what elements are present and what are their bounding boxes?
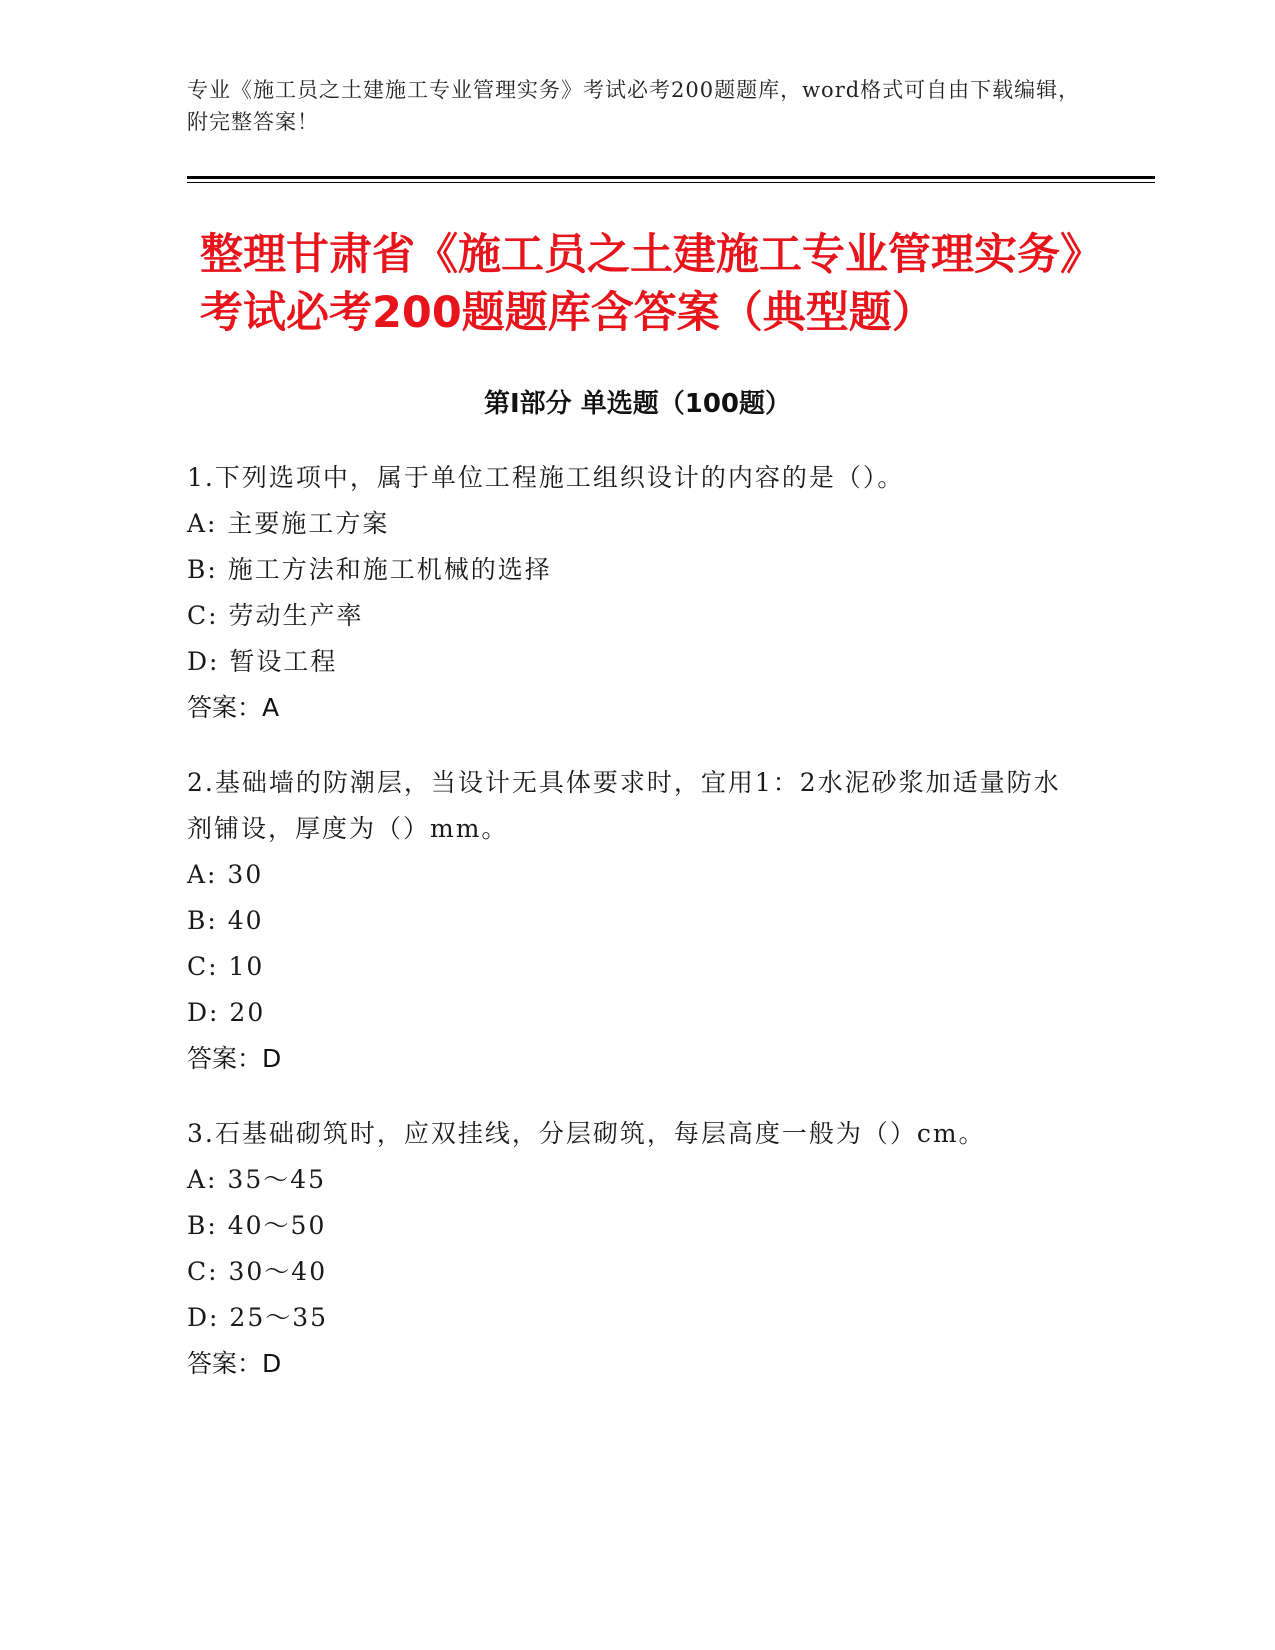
option-b: B: 40～50 <box>187 1211 327 1240</box>
option-b: B: 施工方法和施工机械的选择 <box>187 555 552 584</box>
option-a: A: 30 <box>187 860 264 889</box>
question-stem: 2.基础墙的防潮层，当设计无具体要求时，宜用1：2水泥砂浆加适量防水剂铺设，厚度为（）mm。 <box>187 768 1061 843</box>
header-divider-thick <box>187 176 1155 179</box>
header-divider-thin <box>187 182 1155 183</box>
document-title: 整理甘肃省《施工员之土建施工专业管理实务》考试必考200题题库含答案（典型题） <box>200 230 1082 338</box>
option-c: C: 30～40 <box>187 1257 328 1286</box>
option-c: C: 劳动生产率 <box>187 601 364 630</box>
question-stem: 3.石基础砌筑时，应双挂线，分层砌筑，每层高度一般为（）cm。 <box>187 1119 986 1148</box>
question-2 <box>187 760 1087 1082</box>
option-c: C: 10 <box>187 952 265 981</box>
question-1 <box>187 455 1087 731</box>
option-a: A: 主要施工方案 <box>187 509 390 538</box>
question-3 <box>187 1111 1087 1387</box>
option-d: D: 暂设工程 <box>187 647 338 676</box>
question-stem: 1.下列选项中，属于单位工程施工组织设计的内容的是（）。 <box>187 463 905 492</box>
answer: 答案：A <box>187 693 280 722</box>
option-b: B: 40 <box>187 906 264 935</box>
option-d: D: 25～35 <box>187 1303 329 1332</box>
answer: 答案：D <box>187 1349 282 1378</box>
answer: 答案：D <box>187 1044 282 1073</box>
option-a: A: 35～45 <box>187 1165 327 1194</box>
header-note: 专业《施工员之土建施工专业管理实务》考试必考200题题库，word格式可自由下载编辑，附完整答案！ <box>187 78 1081 134</box>
option-d: D: 20 <box>187 998 266 1027</box>
section-title: 第I部分 单选题（100题） <box>484 389 791 419</box>
